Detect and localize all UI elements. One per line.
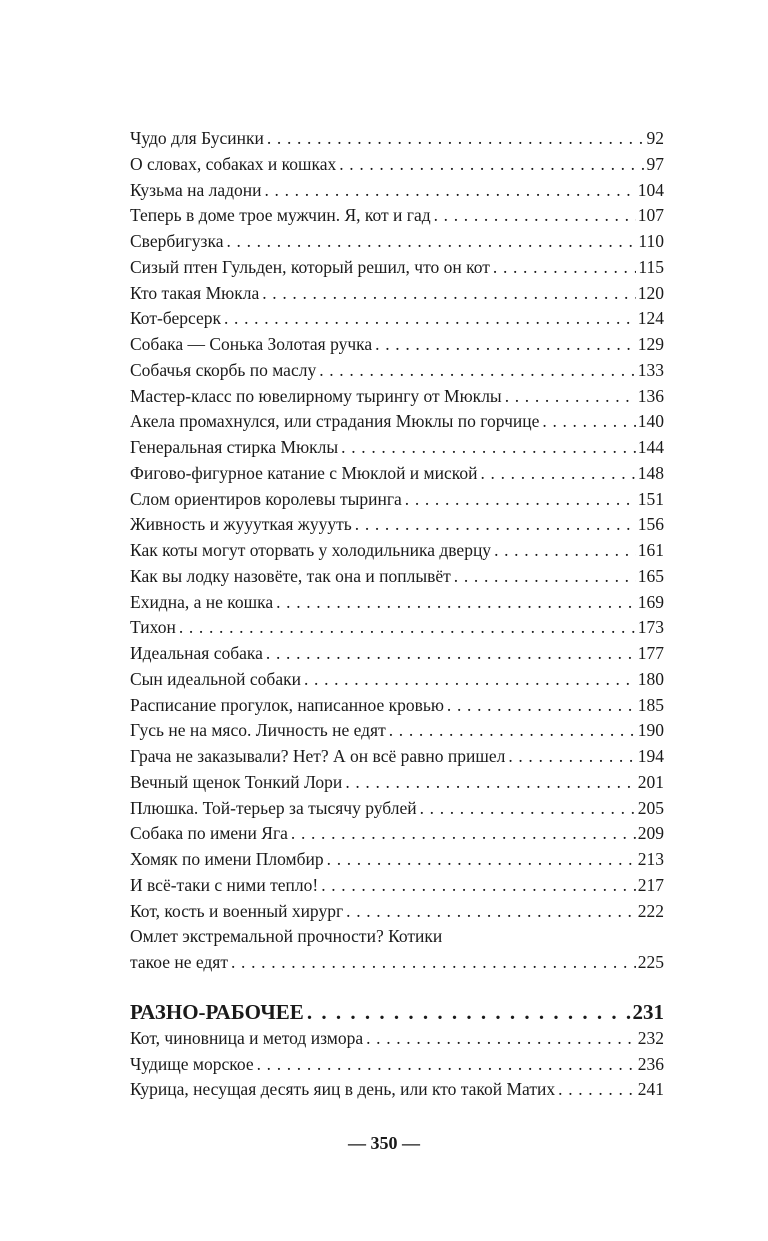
dot-leader: [355, 512, 636, 538]
dot-leader: [265, 178, 636, 204]
toc-entry: [130, 461, 664, 487]
dot-leader: [291, 821, 636, 847]
toc-entry: [130, 847, 664, 873]
entry-title: Вечный щенок Тонкий Лори: [130, 771, 343, 792]
dot-leader: [345, 770, 635, 796]
entry-page-number: 148: [637, 462, 664, 483]
toc-entry: [130, 281, 664, 307]
dot-leader: [304, 667, 636, 693]
dot-leader: [493, 255, 636, 281]
dot-leader: [508, 744, 635, 770]
toc-entry: [130, 615, 664, 641]
entry-title: Свербигузка: [130, 231, 224, 251]
dot-leader: [267, 126, 645, 152]
entry-title-line1: Омлет экстремальной прочности? Котики: [130, 926, 443, 947]
toc-entry: [130, 873, 664, 899]
dot-leader: [231, 950, 636, 976]
dot-leader: [375, 332, 636, 358]
entry-page-number: 97: [646, 153, 664, 174]
entry-title: РАЗНО-РАБОЧЕЕ: [130, 999, 304, 1024]
entry-title: Кто такая Мюкла: [130, 282, 260, 303]
dot-leader: [346, 899, 636, 925]
toc-entry: [130, 384, 664, 410]
toc-entry: [130, 641, 664, 667]
dot-leader: [321, 873, 636, 899]
dot-leader: [420, 796, 636, 822]
toc-entry: [130, 590, 664, 616]
entry-title: Кот, чиновница и метод измора: [130, 1027, 364, 1048]
toc-entry: [130, 229, 664, 255]
entry-page-number: 190: [637, 720, 664, 741]
entry-page-number: 222: [637, 900, 664, 921]
dot-leader: [257, 1052, 636, 1078]
toc-entry: [130, 409, 664, 435]
toc-entry: [130, 332, 664, 358]
entry-page-number: 213: [637, 849, 664, 869]
entry-title: такое не едят: [130, 952, 228, 972]
dot-leader: [447, 693, 636, 719]
entry-title: Слом ориентиров королевы тыринга: [130, 488, 402, 509]
toc-entry: [130, 899, 664, 925]
entry-title: Собака — Сонька Золотая ручка: [130, 334, 373, 354]
entry-title: Сын идеальной собаки: [130, 668, 301, 689]
entry-page-number: 241: [637, 1079, 664, 1100]
dot-leader: [341, 435, 636, 461]
entry-title: Чудо для Бусинки: [130, 128, 264, 148]
toc-entry: [130, 1026, 664, 1052]
dot-leader: [434, 203, 636, 229]
toc-entry: [130, 487, 664, 513]
dot-leader: [505, 384, 636, 410]
toc-entry: [130, 126, 664, 152]
entry-title: Живность и жуууткая жуууть: [130, 514, 352, 535]
entry-page-number: 232: [637, 1027, 664, 1048]
entry-title-line2: [130, 950, 664, 976]
entry-page-number: 231: [632, 999, 664, 1024]
entry-title: Курица, несущая десять яиц в день, или кто такой Матих: [130, 1079, 556, 1100]
toc-entry: [130, 538, 664, 564]
toc-entry: [130, 564, 664, 590]
dot-leader: [339, 152, 644, 178]
entry-title: Кузьма на ладони: [130, 179, 262, 200]
dot-leader: [224, 306, 636, 332]
entry-title: Кот, кость и военный хирург: [130, 900, 344, 921]
entry-title: Тихон: [130, 617, 176, 638]
toc-entry: [130, 744, 664, 770]
entry-title: Генеральная стирка Мюклы: [130, 437, 339, 457]
dot-leader: [542, 409, 635, 435]
toc-entry: [130, 718, 664, 744]
entry-title: Грача не заказывали? Нет? А он всё равно пришел: [130, 746, 506, 766]
entry-title: О словах, собаках и кошках: [130, 153, 337, 174]
table-of-contents: [130, 126, 664, 1103]
entry-page-number: 107: [637, 205, 664, 226]
entry-title: Чудище морское: [130, 1053, 254, 1074]
entry-title: И всё-таки с ними тепло!: [130, 874, 319, 895]
page-number: — 350 —: [348, 1133, 420, 1153]
entry-page-number: 136: [637, 385, 664, 406]
entry-page-number: 161: [637, 540, 664, 560]
entry-page-number: 104: [637, 179, 664, 200]
entry-title: Собака по имени Яга: [130, 823, 288, 844]
toc-entry: [130, 178, 664, 204]
toc-entry: [130, 203, 664, 229]
entry-title: Теперь в доме трое мужчин. Я, кот и гад: [130, 205, 431, 226]
toc-entry: [130, 770, 664, 796]
entry-title: Как вы лодку назовёте, так она и поплывёт: [130, 565, 451, 586]
toc-entry: [130, 796, 664, 822]
entry-title: Ехидна, а не кошка: [130, 591, 274, 612]
toc-entry: [130, 255, 664, 281]
dot-leader: [276, 590, 636, 616]
entry-title: Расписание прогулок, написанное кровью: [130, 694, 444, 715]
toc-entry: [130, 306, 664, 332]
entry-page-number: 165: [637, 565, 664, 586]
entry-page-number: 120: [637, 282, 664, 303]
toc-entry: [130, 152, 664, 178]
entry-page-number: 205: [637, 797, 664, 818]
entry-page-number: 151: [637, 488, 664, 509]
entry-title: Плюшка. Той-терьер за тысячу рублей: [130, 797, 417, 818]
entry-title: Кот-берсерк: [130, 308, 221, 329]
dot-leader: [366, 1026, 636, 1052]
entry-page-number: 129: [637, 334, 664, 354]
entry-title: Гусь не на мясо. Личность не едят: [130, 720, 386, 741]
dot-leader: [558, 1077, 636, 1103]
entry-page-number: 124: [637, 308, 664, 329]
dot-leader: [307, 998, 631, 1026]
entry-page-number: 110: [638, 231, 664, 251]
entry-page-number: 144: [637, 437, 664, 457]
entry-title: Идеальная собака: [130, 643, 263, 663]
dot-leader: [179, 615, 636, 641]
entry-page-number: 180: [637, 668, 664, 689]
toc-entry: [130, 435, 664, 461]
entry-page-number: 236: [637, 1053, 664, 1074]
entry-title: Хомяк по имени Пломбир: [130, 849, 324, 869]
dot-leader: [327, 847, 636, 873]
toc-entry: [130, 512, 664, 538]
toc-entry: [130, 667, 664, 693]
entry-page-number: 185: [637, 694, 664, 715]
entry-page-number: 194: [637, 746, 664, 766]
toc-entry: [130, 358, 664, 384]
dot-leader: [389, 718, 636, 744]
entry-page-number: 115: [638, 256, 664, 277]
dot-leader: [405, 487, 636, 513]
entry-page-number: 92: [646, 128, 664, 148]
toc-entry: [130, 821, 664, 847]
dot-leader: [262, 281, 636, 307]
entry-title: Собачья скорбь по маслу: [130, 359, 317, 380]
entry-page-number: 209: [637, 823, 664, 844]
entry-page-number: 140: [637, 411, 664, 432]
entry-title: Как коты могут оторвать у холодильника дверцу: [130, 540, 492, 560]
entry-page-number: 201: [637, 771, 664, 792]
entry-page-number: 173: [637, 617, 664, 638]
entry-title: Мастер-класс по ювелирному тырингу от Мюклы: [130, 385, 502, 406]
entry-page-number: 169: [637, 591, 664, 612]
toc-entry-multiline: [130, 924, 664, 976]
toc-entry: [130, 1052, 664, 1078]
dot-leader: [454, 564, 636, 590]
toc-entry: [130, 1077, 664, 1103]
toc-section-heading: [130, 998, 664, 1026]
entry-page-number: 225: [637, 952, 664, 972]
entry-title: Сизый птен Гульден, который решил, что он кот: [130, 256, 490, 277]
entry-page-number: 156: [637, 514, 664, 535]
dot-leader: [226, 229, 636, 255]
dot-leader: [494, 538, 636, 564]
toc-entry: [130, 693, 664, 719]
entry-title: Акела промахнулся, или страдания Мюклы по горчице: [130, 411, 540, 432]
entry-title: Фигово-фигурное катание с Мюклой и миской: [130, 462, 478, 483]
entry-page-number: 133: [637, 359, 664, 380]
dot-leader: [481, 461, 636, 487]
dot-leader: [266, 641, 636, 667]
entry-page-number: 217: [637, 874, 664, 895]
entry-page-number: 177: [637, 643, 664, 663]
dot-leader: [319, 358, 636, 384]
